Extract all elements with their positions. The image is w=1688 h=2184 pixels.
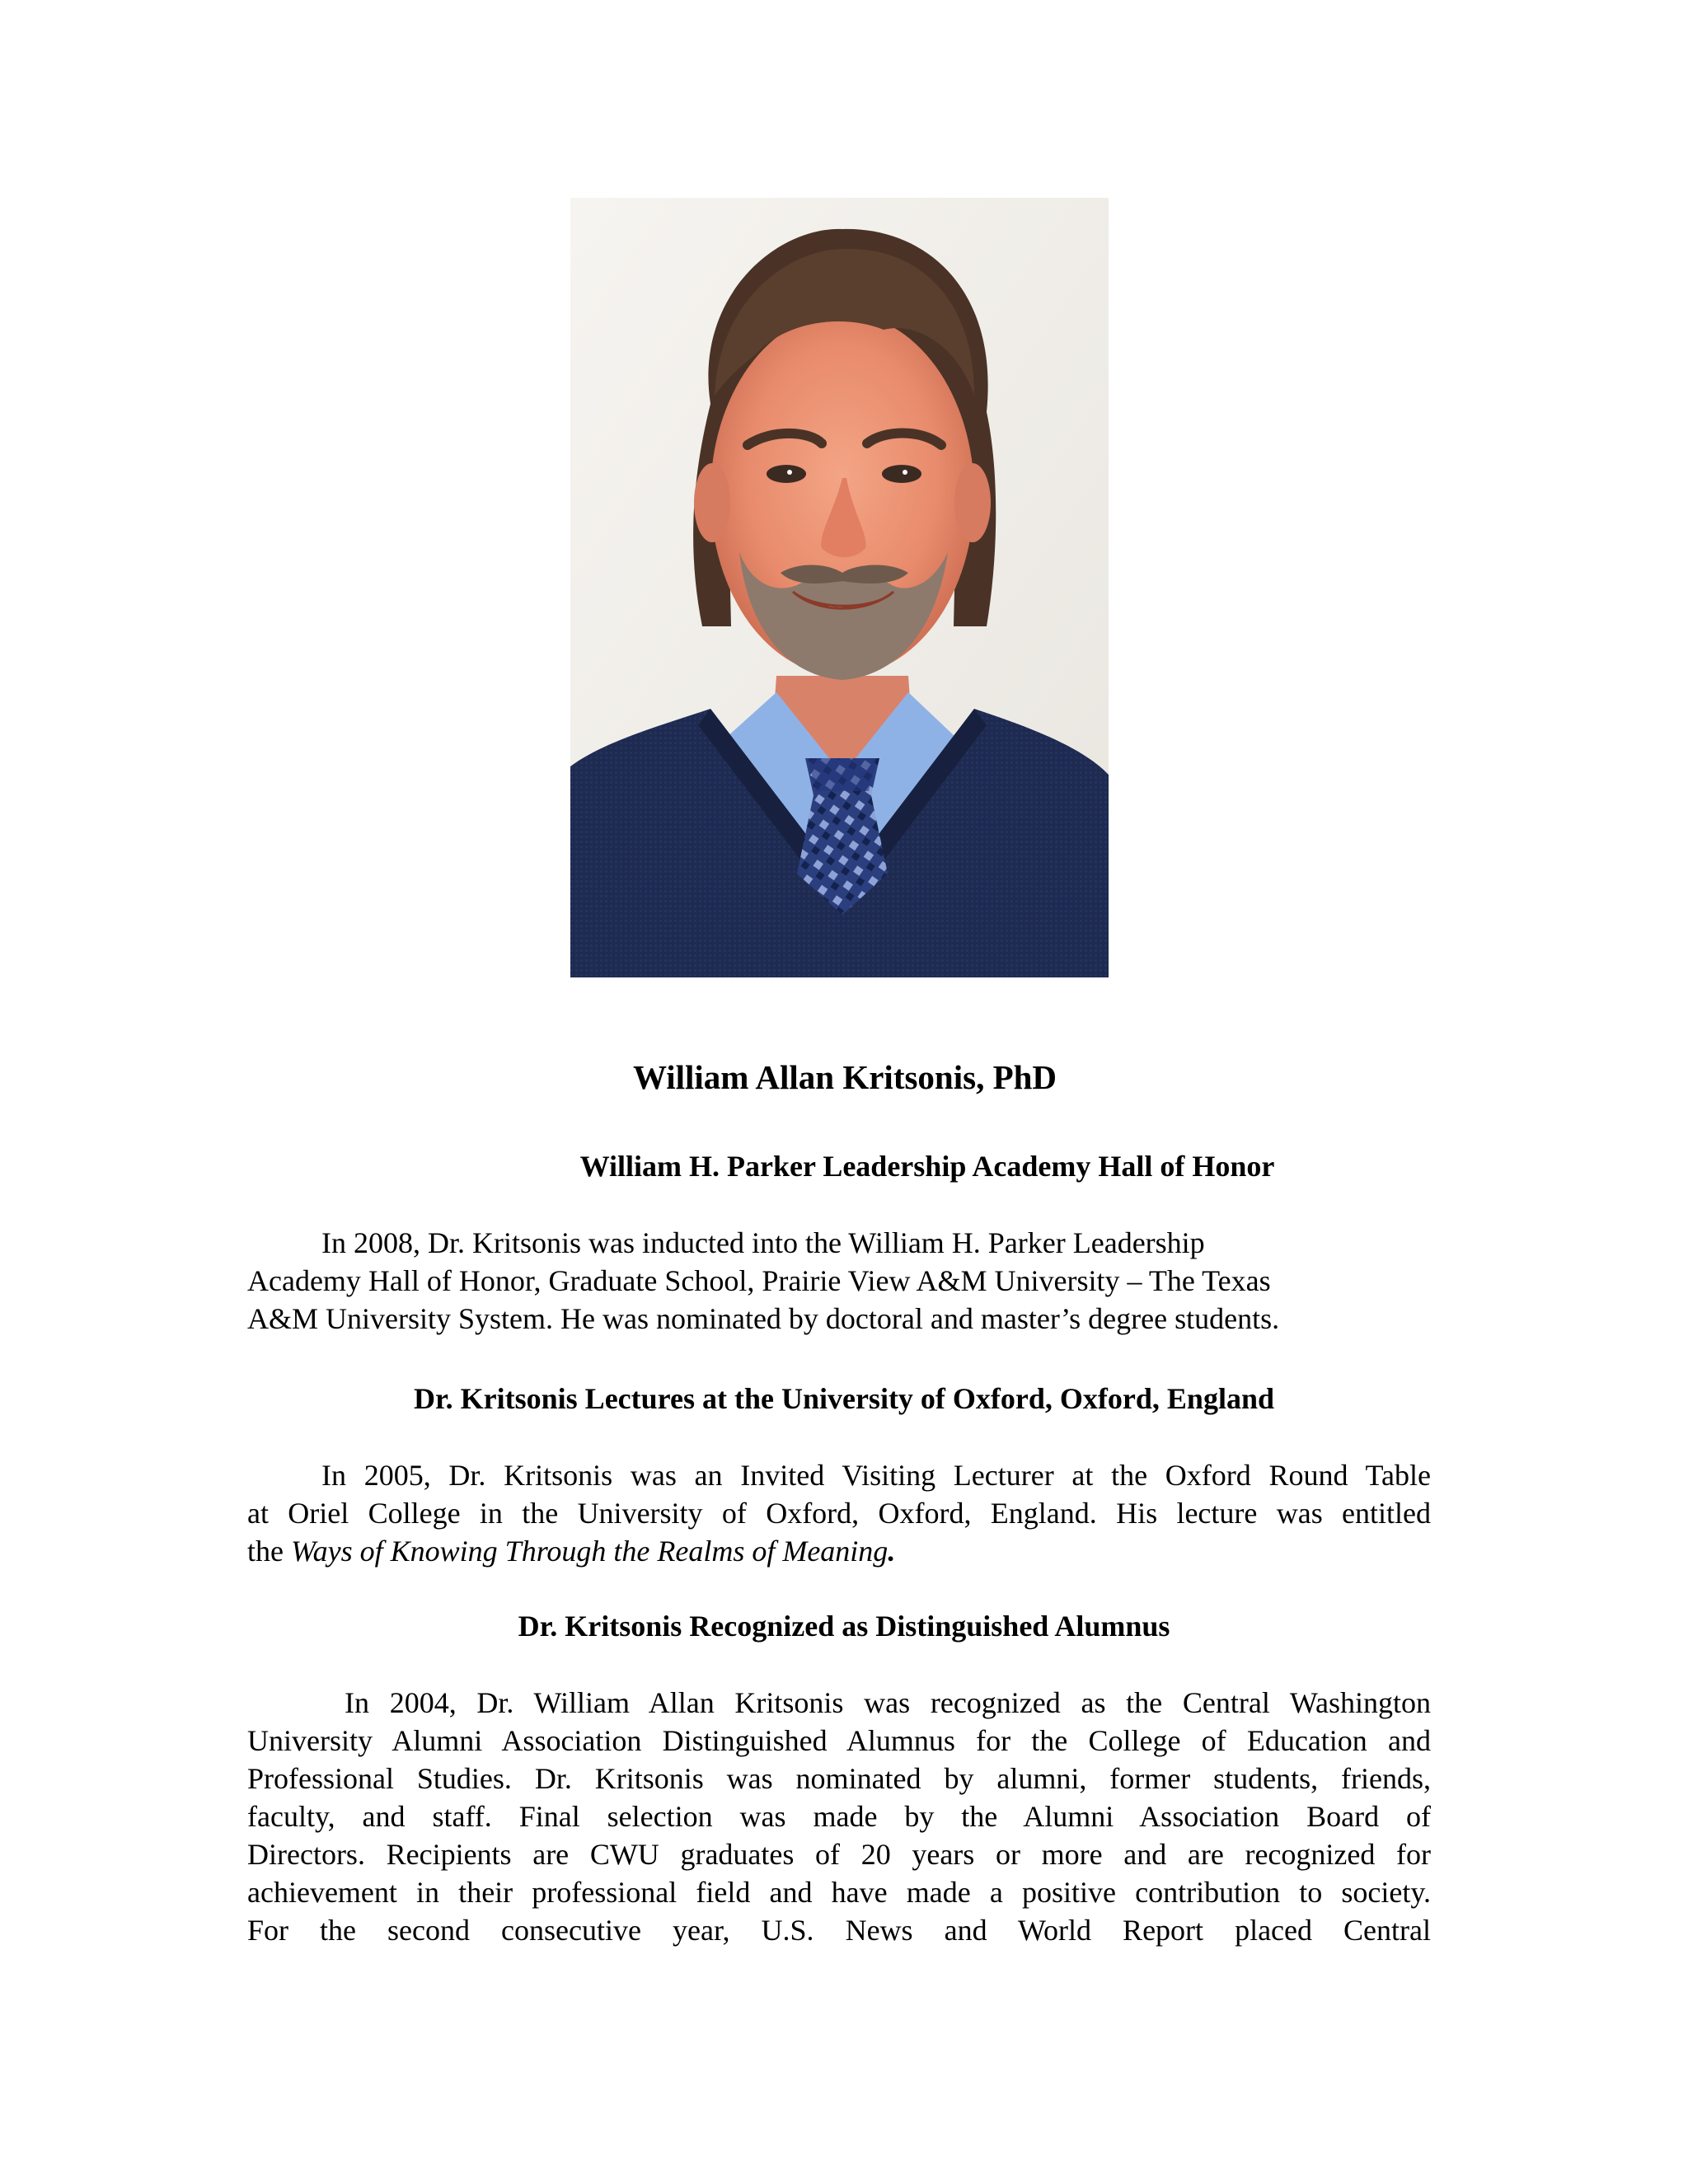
section-paragraph-hall-of-honor bbox=[247, 1224, 1431, 1338]
section-heading-distinguished-alumnus: Dr. Kritsonis Recognized as Distinguished Alumnus bbox=[518, 1610, 1170, 1643]
paragraph-line: achievement in their professional field and have made a positive contribution to society. bbox=[247, 1876, 1431, 1909]
portrait-illustration bbox=[570, 198, 1109, 977]
paragraph-line: In 2008, Dr. Kritsonis was inducted into the William H. Parker Leadership bbox=[321, 1226, 1205, 1259]
page-title: William Allan Kritsonis, PhD bbox=[632, 1058, 1057, 1096]
paragraph-line: In 2005, Dr. Kritsonis was an Invited Visiting Lecturer at the Oxford Round Table bbox=[321, 1459, 1431, 1492]
lecture-title: Ways of Knowing Through the Realms of Meaning bbox=[290, 1535, 889, 1568]
section-heading-oxford-lecture: Dr. Kritsonis Lectures at the University of Oxford, Oxford, England bbox=[414, 1382, 1274, 1415]
paragraph-line: A&M University System. He was nominated by doctoral and master’s degree students. bbox=[247, 1302, 1280, 1335]
paragraph-line bbox=[247, 1532, 1431, 1570]
section-paragraph-distinguished-alumnus bbox=[247, 1684, 1431, 1949]
section-heading-hall-of-honor: William H. Parker Leadership Academy Hall of Honor bbox=[579, 1150, 1275, 1183]
section-paragraph-oxford-lecture bbox=[247, 1456, 1431, 1570]
paragraph-line: at Oriel College in the University of Oxford, Oxford, England. His lecture was entitled bbox=[247, 1497, 1431, 1530]
paragraph-line: Academy Hall of Honor, Graduate School, Prairie View A&M University – The Texas bbox=[247, 1264, 1271, 1297]
paragraph-line: Directors. Recipients are CWU graduates of 20 years or more and are recognized for bbox=[247, 1838, 1431, 1871]
paragraph-line: For the second consecutive year, U.S. News and World Report placed Central bbox=[247, 1914, 1431, 1947]
portrait-photo bbox=[570, 198, 1109, 977]
paragraph-line: In 2004, Dr. William Allan Kritsonis was recognized as the Central Washington bbox=[345, 1686, 1431, 1719]
paragraph-line-suffix: . bbox=[888, 1535, 896, 1568]
paragraph-line: faculty, and staff. Final selection was made by the Alumni Association Board of bbox=[247, 1800, 1431, 1833]
paragraph-line: Professional Studies. Dr. Kritsonis was nominated by alumni, former students, friends, bbox=[247, 1762, 1431, 1795]
paragraph-line: University Alumni Association Distinguished Alumnus for the College of Education and bbox=[247, 1724, 1431, 1757]
paragraph-line-prefix: the bbox=[247, 1535, 291, 1568]
